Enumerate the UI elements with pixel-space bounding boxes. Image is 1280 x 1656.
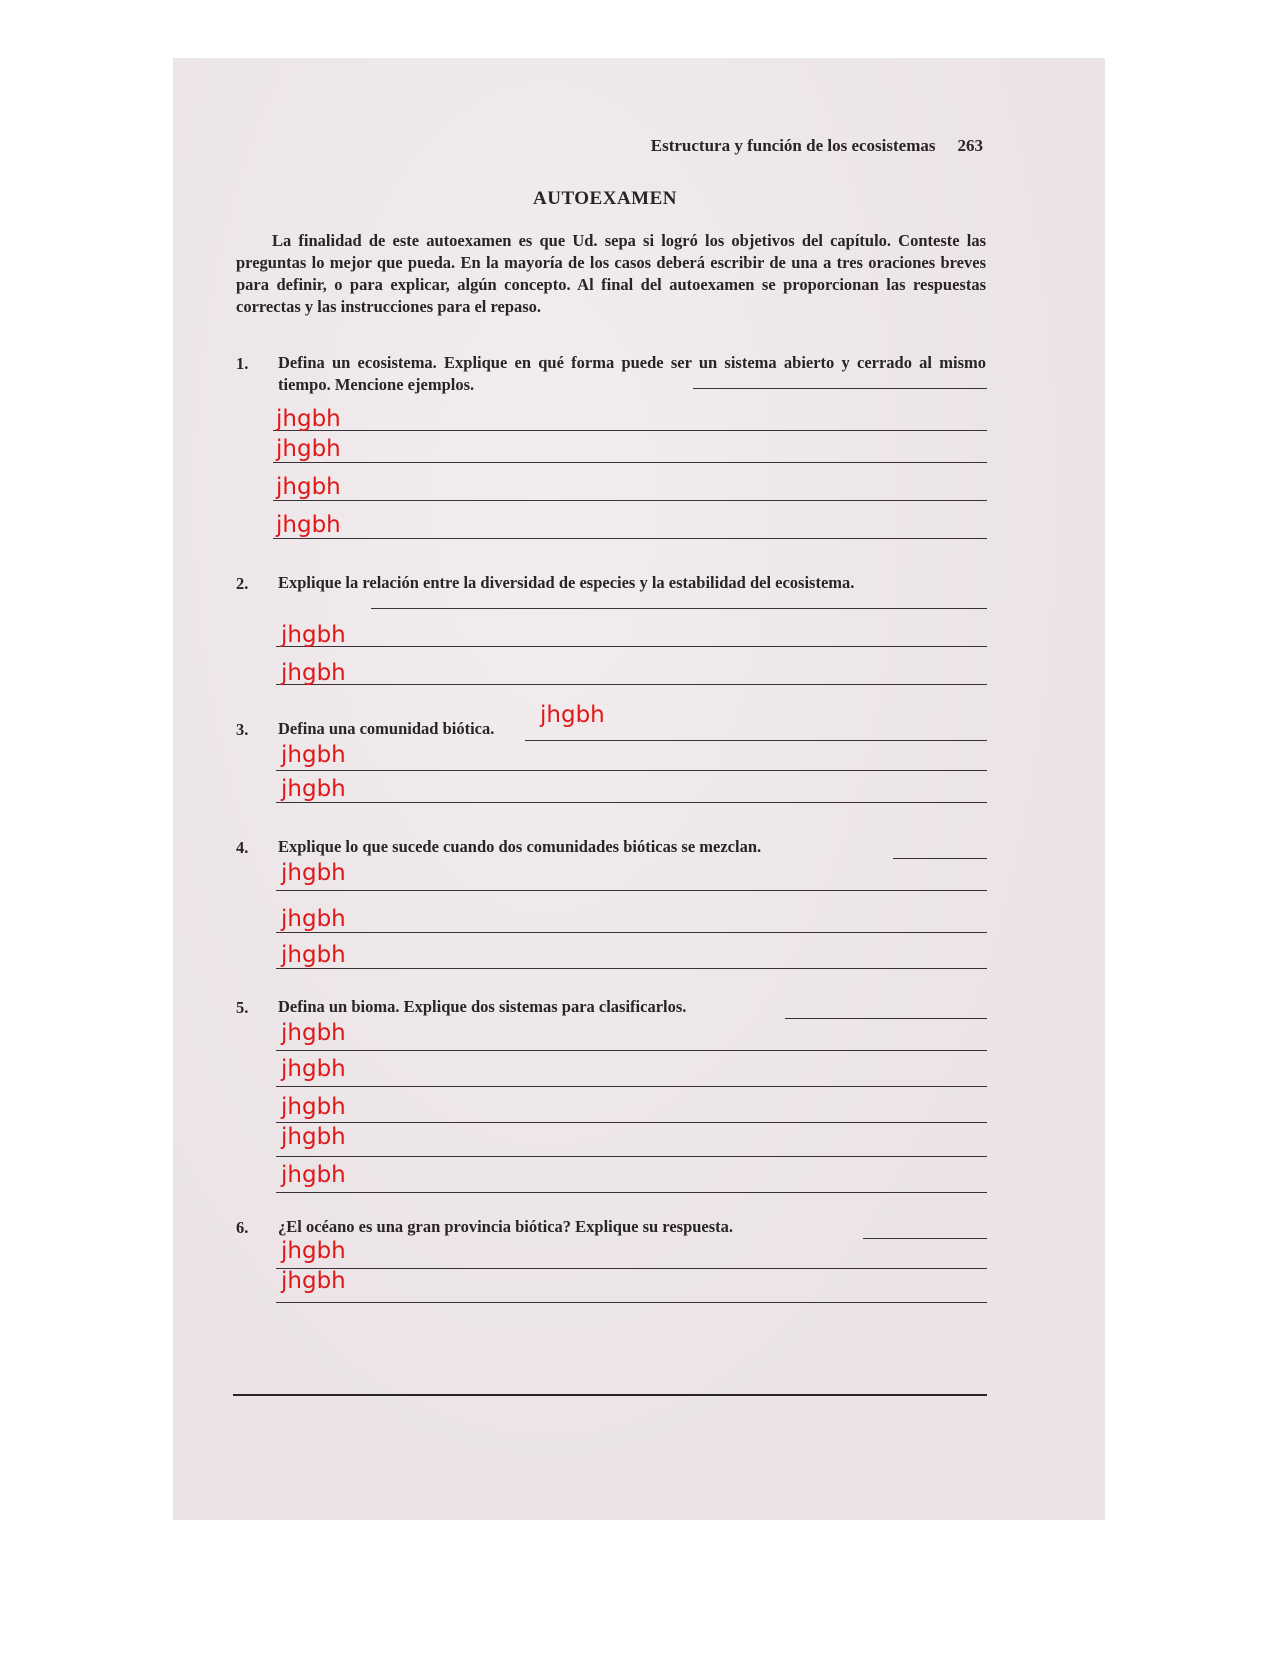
- question-number: 4.: [236, 838, 249, 857]
- handwritten-answer: jhgbh: [276, 406, 341, 432]
- handwritten-answer: jhgbh: [281, 1238, 346, 1264]
- answer-line: [276, 770, 987, 771]
- handwritten-answer: jhgbh: [276, 512, 341, 538]
- answer-line: [276, 1122, 987, 1123]
- answer-line: [276, 1302, 987, 1303]
- closing-rule: [233, 1394, 987, 1396]
- answer-line: [893, 858, 987, 859]
- question-number: 2.: [236, 574, 249, 593]
- question-text: Explique la relación entre la diversidad de especies y la estabilidad del ecosistema.: [278, 573, 855, 592]
- answer-line: [276, 1192, 987, 1193]
- handwritten-answer: jhgbh: [281, 742, 346, 768]
- running-title: Estructura y función de los ecosistemas: [650, 136, 936, 155]
- answer-line: [276, 968, 987, 969]
- handwritten-answer: jhgbh: [540, 702, 605, 728]
- handwritten-answer: jhgbh: [281, 906, 346, 932]
- handwritten-answer: jhgbh: [281, 1020, 346, 1046]
- handwritten-answer: jhgbh: [281, 622, 346, 648]
- scanned-page: [173, 58, 1105, 1520]
- answer-line: [276, 646, 987, 647]
- answer-line: [525, 740, 987, 741]
- handwritten-answer: jhgbh: [281, 860, 346, 886]
- handwritten-answer: jhgbh: [281, 1094, 346, 1120]
- answer-line: [371, 608, 987, 609]
- intro-paragraph: La finalidad de este autoexamen es que Ud. sepa si logró los objetivos del capítulo. Conteste las preguntas lo mejor que pueda. En la mayoría de los casos deberá escribir de una a tres oraciones breves para definir, o para explicar, algún concepto. Al final del autoexamen se proporcionan las respuestas correctas y las instrucciones para el repaso.: [236, 231, 986, 316]
- question-text: Explique lo que sucede cuando dos comunidades bióticas se mezclan.: [278, 837, 762, 856]
- answer-line: [276, 1156, 987, 1157]
- answer-line: [273, 500, 987, 501]
- running-header: [573, 136, 983, 156]
- answer-line: [863, 1238, 987, 1239]
- answer-line: [273, 462, 987, 463]
- page-number: 263: [957, 136, 983, 155]
- answer-line: [276, 890, 987, 891]
- answer-line: [693, 388, 987, 389]
- handwritten-answer: jhgbh: [281, 1056, 346, 1082]
- answer-line: [273, 430, 987, 431]
- question-number: 1.: [236, 354, 249, 373]
- question-number: 5.: [236, 998, 249, 1017]
- handwritten-answer: jhgbh: [281, 776, 346, 802]
- answer-line: [276, 1050, 987, 1051]
- answer-line: [276, 1086, 987, 1087]
- answer-line: [276, 684, 987, 685]
- answer-line: [276, 932, 987, 933]
- handwritten-answer: jhgbh: [281, 942, 346, 968]
- handwritten-answer: jhgbh: [276, 474, 341, 500]
- question-number: 3.: [236, 720, 249, 739]
- question-number: 6.: [236, 1218, 249, 1237]
- handwritten-answer: jhgbh: [276, 436, 341, 462]
- page-title: AUTOEXAMEN: [533, 188, 677, 209]
- question-text: Defina un ecosistema. Explique en qué forma puede ser un sistema abierto y cerrado al mismo tiempo. Mencione ejemplos.: [278, 353, 986, 394]
- handwritten-answer: jhgbh: [281, 660, 346, 686]
- handwritten-answer: jhgbh: [281, 1124, 346, 1150]
- question-text: Defina un bioma. Explique dos sistemas para clasificarlos.: [278, 997, 687, 1016]
- answer-line: [785, 1018, 987, 1019]
- handwritten-answer: jhgbh: [281, 1162, 346, 1188]
- answer-line: [273, 538, 987, 539]
- handwritten-answer: jhgbh: [281, 1268, 346, 1294]
- question-text: ¿El océano es una gran provincia biótica? Explique su respuesta.: [278, 1217, 734, 1236]
- answer-line: [276, 802, 987, 803]
- question-text: Defina una comunidad biótica.: [278, 719, 495, 738]
- answer-line: [276, 1268, 987, 1269]
